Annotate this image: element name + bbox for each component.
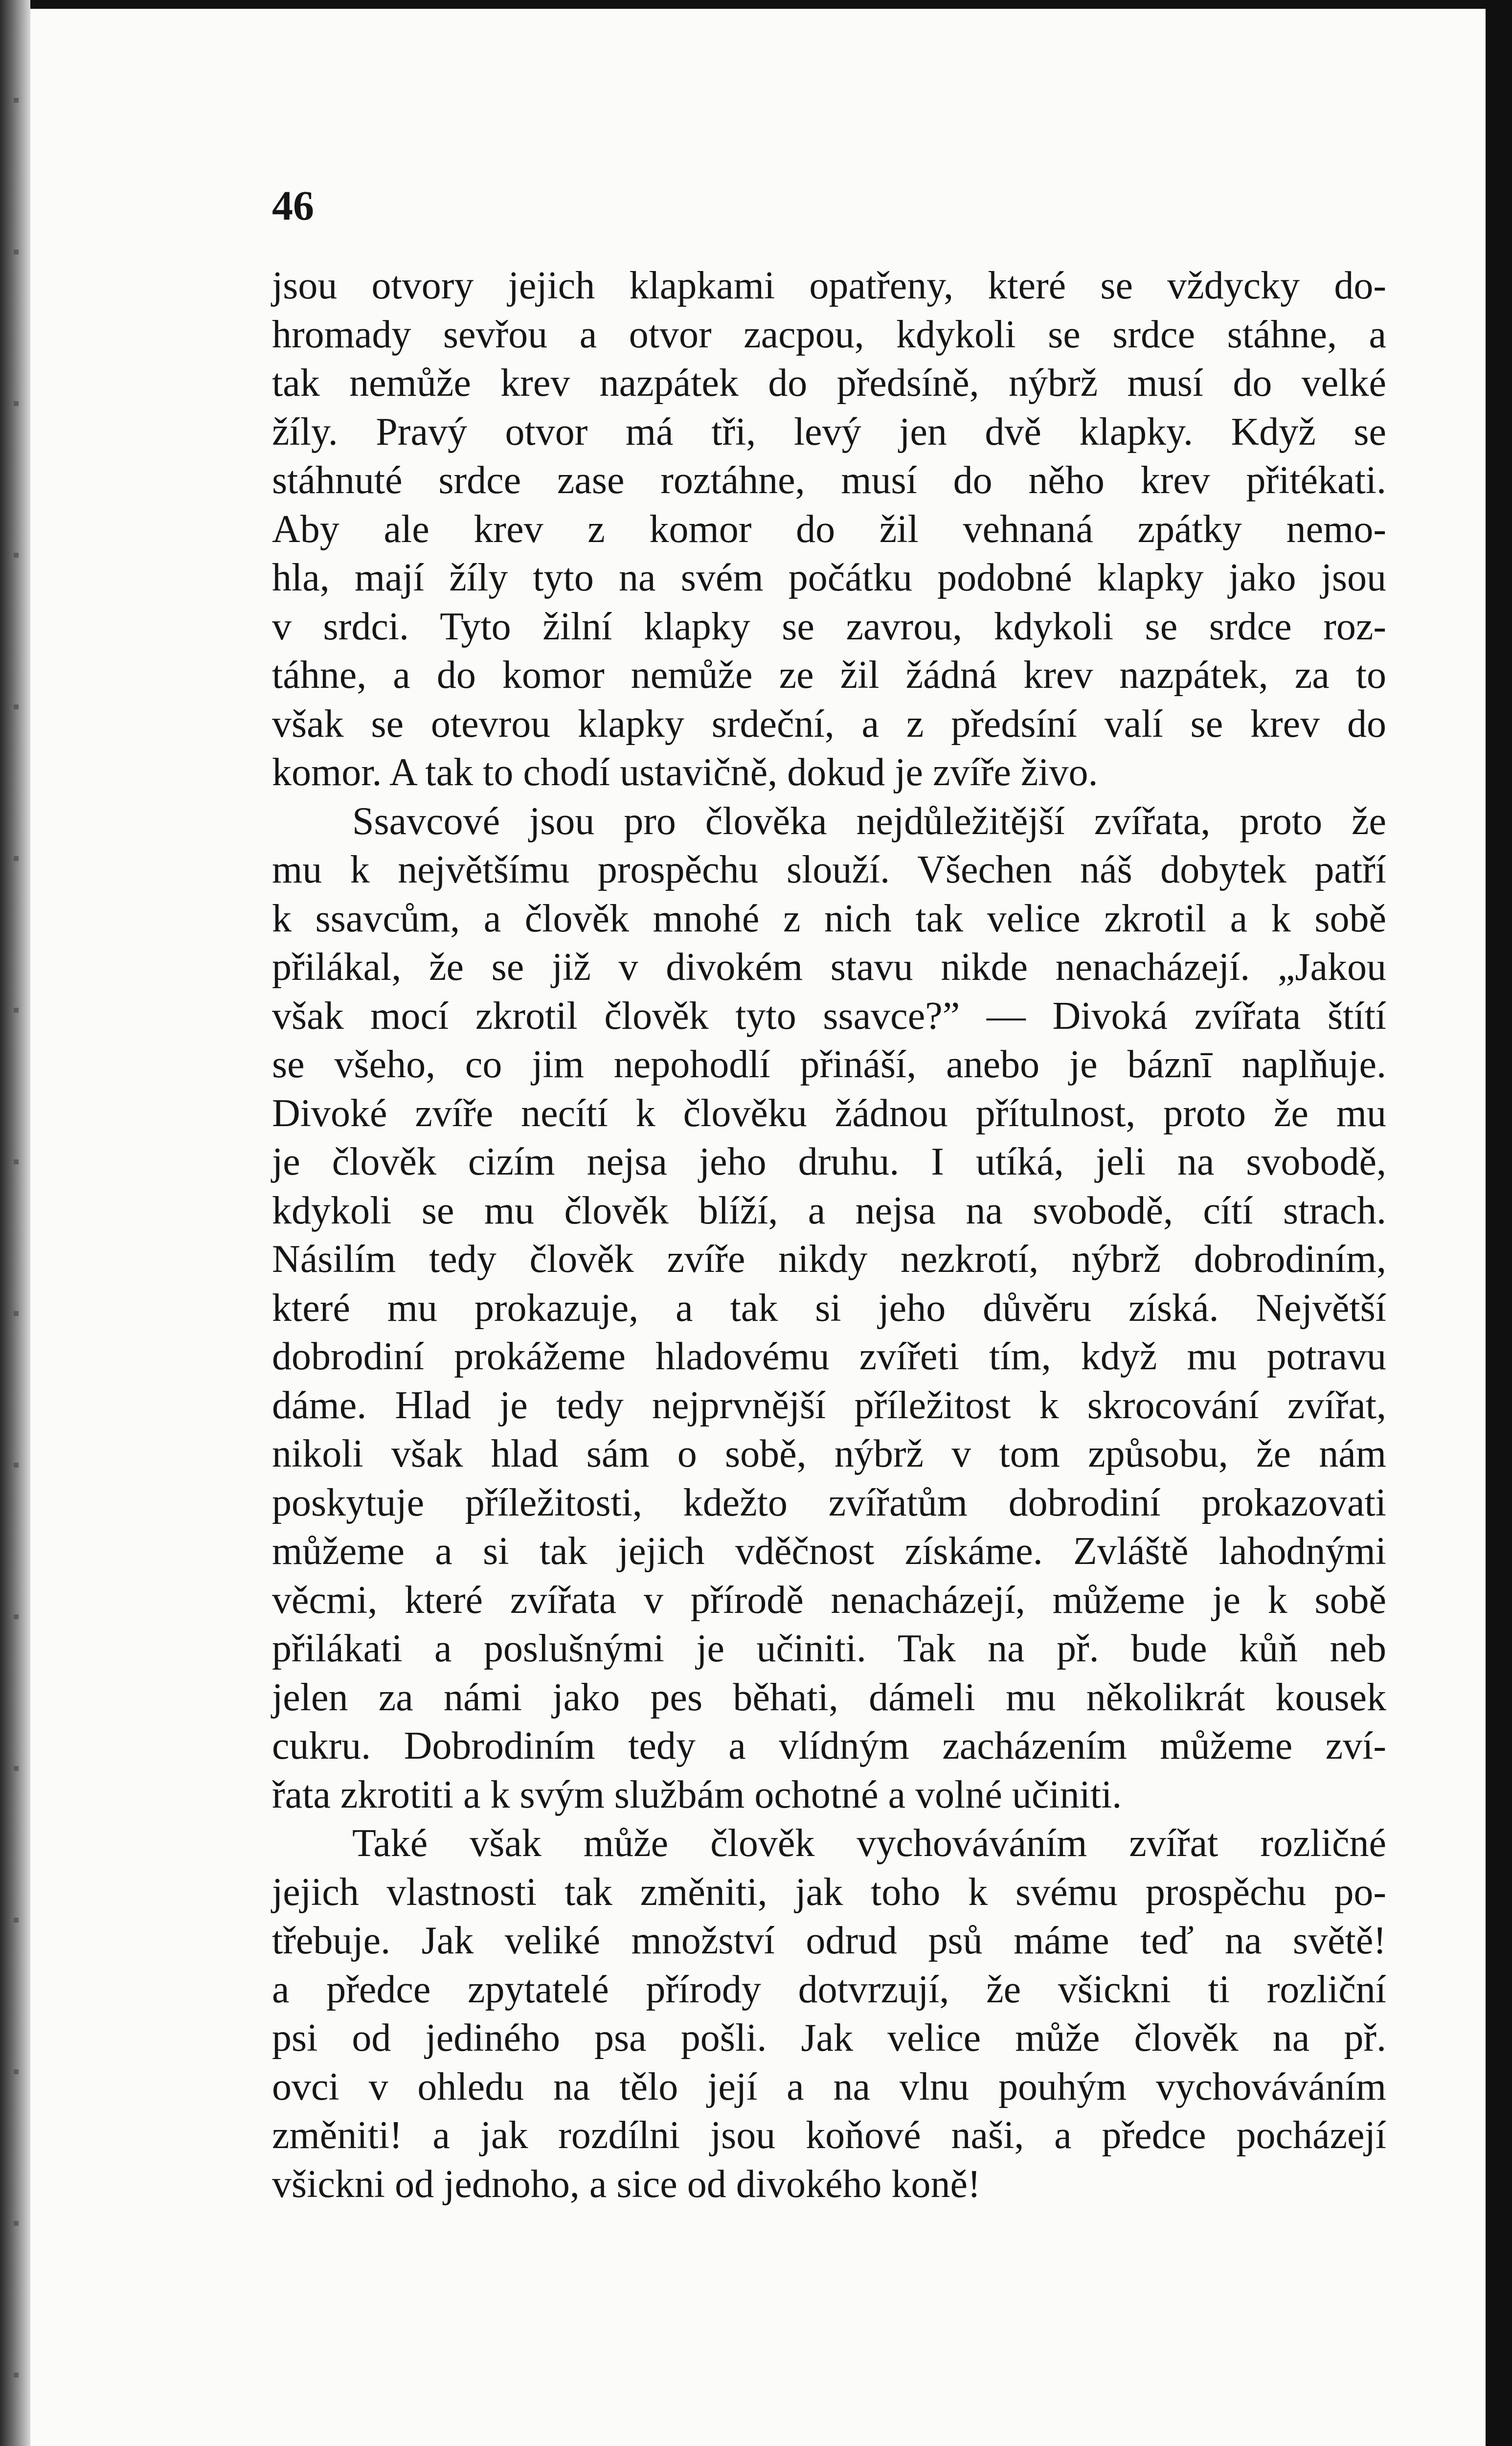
text-line: dobrodiní prokážeme hladovému zvířeti tím, když mu potravu	[272, 1335, 1386, 1378]
text-line: dáme. Hlad je tedy nejprvnější příležitost k skrocování zvířat,	[272, 1383, 1386, 1427]
text-line: hromady sevřou a otvor zacpou, kdykoli se srdce stáhne, a	[272, 313, 1386, 356]
body-text	[272, 262, 1386, 2209]
text-line: Násilím tedy člověk zvíře nikdy nezkrotí, nýbrž dobrodiním,	[272, 1238, 1386, 1281]
text-line: se všeho, co jim nepohodlí přináší, anebo je báznī naplňuje.	[272, 1043, 1386, 1086]
text-line: všickni od jednoho, a sice od divokého koně!	[272, 2162, 981, 2206]
text-line: hla, mají žíly tyto na svém počátku podobné klapky jako jsou	[272, 556, 1386, 599]
text-line: změniti! a jak rozdílni jsou koňové naši, a předce pocházejí	[272, 2114, 1386, 2157]
text-line: Ssavcové jsou pro člověka nejdůležitější zvířata, proto že	[352, 799, 1386, 843]
text-line: ovci v ohledu na tělo její a na vlnu pouhým vychováváním	[272, 2065, 1386, 2108]
text-line: přilákati a poslušnými je učiniti. Tak na př. bude kůň neb	[272, 1627, 1386, 1670]
text-line: jejich vlastnosti tak změniti, jak toho k svému prospěchu po-	[272, 1870, 1386, 1914]
page-number: 46	[272, 182, 314, 229]
text-line: Aby ale krev z komor do žil vehnaná zpátky nemo-	[272, 507, 1386, 551]
text-line: Také však může člověk vychováváním zvířat rozličné	[352, 1822, 1386, 1865]
text-line: však se otevrou klapky srdeční, a z předsíní valí se krev do	[272, 702, 1386, 746]
text-line: Divoké zvíře necítí k člověku žádnou přítulnost, proto že mu	[272, 1091, 1386, 1135]
text-line: v srdci. Tyto žilní klapky se zavrou, kdykoli se srdce roz-	[272, 605, 1386, 648]
scan-border-right	[1486, 0, 1512, 2446]
text-line: psi od jediného psa pošli. Jak velice může člověk na př.	[272, 2016, 1386, 2060]
text-line: poskytuje příležitosti, kdežto zvířatům dobrodiní prokazovati	[272, 1481, 1386, 1524]
text-line: a předce zpytatelé přírody dotvrzují, že všickni ti rozliční	[272, 1968, 1386, 2011]
text-line: jsou otvory jejich klapkami opatřeny, které se vždycky do-	[272, 264, 1386, 307]
scan-border-top	[0, 0, 1512, 9]
text-line: přilákal, že se již v divokém stavu nikde nenacházejí. „Jakou	[272, 946, 1386, 989]
text-line: jelen za námi jako pes běhati, dámeli mu několikrát kousek	[272, 1676, 1386, 1719]
text-line: můžeme a si tak jejich vděčnost získáme. Zvláště lahodnými	[272, 1530, 1386, 1573]
text-line: táhne, a do komor nemůže ze žil žádná krev nazpátek, za to	[272, 654, 1386, 697]
text-line: však mocí zkrotil člověk tyto ssavce?” — Divoká zvířata štítí	[272, 994, 1386, 1038]
text-line: je člověk cizím nejsa jeho druhu. I utíká, jeli na svobodě,	[272, 1140, 1386, 1183]
text-line: stáhnuté srdce zase roztáhne, musí do něho krev přitékati.	[272, 459, 1386, 502]
text-line: k ssavcům, a člověk mnohé z nich tak velice zkrotil a k sobě	[272, 897, 1386, 940]
text-line: tak nemůže krev nazpátek do předsíně, nýbrž musí do velké	[272, 362, 1386, 405]
text-line: které mu prokazuje, a tak si jeho důvěru získá. Největší	[272, 1286, 1386, 1330]
text-line: cukru. Dobrodiním tedy a vlídným zacházením můžeme zví-	[272, 1724, 1386, 1767]
text-line: řata zkrotiti a k svým službám ochotné a volné učiniti.	[272, 1773, 1122, 1816]
text-line: žíly. Pravý otvor má tři, levý jen dvě klapky. Když se	[272, 410, 1386, 453]
text-line: věcmi, které zvířata v přírodě nenacházejí, můžeme je k sobě	[272, 1578, 1386, 1622]
binding-marks	[14, 29, 19, 2446]
text-line: nikoli však hlad sám o sobě, nýbrž v tom způsobu, že nám	[272, 1432, 1386, 1475]
text-line: komor. A tak to chodí ustavičně, dokud je zvíře živo.	[272, 751, 1098, 794]
text-line: kdykoli se mu člověk blíží, a nejsa na svobodě, cítí strach.	[272, 1189, 1386, 1232]
text-line: třebuje. Jak veliké množství odrud psů máme teď na světě!	[272, 1919, 1386, 1962]
text-line: mu k největšímu prospěchu slouží. Všechen náš dobytek patří	[272, 848, 1386, 891]
